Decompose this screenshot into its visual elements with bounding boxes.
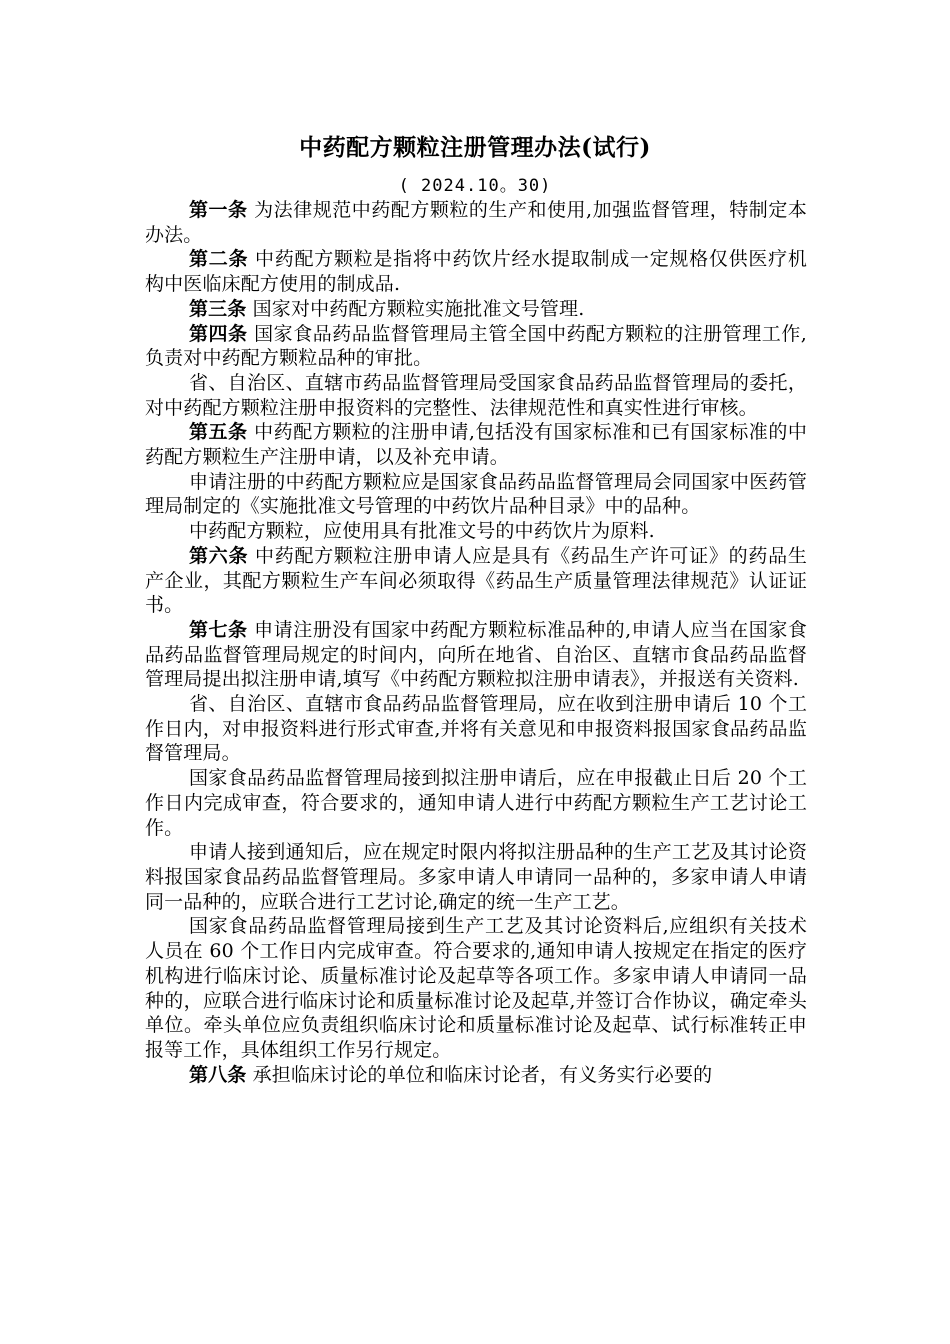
article-label: 第二条 [189, 248, 249, 271]
paragraph-text: 为法律规范中药配方颗粒的生产和使用,加强监督管理，特制定本办法。 [145, 199, 807, 246]
article-label: 第六条 [189, 544, 249, 567]
paragraph-text: 国家食品药品监督管理局接到生产工艺及其讨论资料后,应组织有关技术人员在 60 个工作日内完成审查。符合要求的,通知申请人按规定在指定的医疗机构进行临床讨论、质量标准讨论及起草等各项工作。多家申请人申请同一品种的，应联合进行临床讨论和质量标准讨论及起草,并签订合作协议，确定牵头单位。牵头单位应负责组织临床讨论和质量标准讨论及起草、试行标准转正申报等工作，具体组织工作另行规定。 [145, 915, 807, 1061]
paragraph-text: 申请注册没有国家中药配方颗粒标准品种的,申请人应当在国家食品药品监督管理局规定的时间内，向所在地省、自治区、直辖市食品药品监督管理局提出拟注册申请,填写《中药配方颗粒拟注册申请表》，并报送有关资料. [145, 618, 807, 691]
paragraph [145, 840, 807, 914]
article-label: 第八条 [189, 1063, 247, 1086]
document-body [145, 198, 807, 1087]
paragraph [145, 198, 807, 247]
document-title: 中药配方颗粒注册管理办法(试行) [299, 134, 651, 161]
paragraph-text: 中药配方颗粒，应使用具有批准文号的中药饮片为原料. [189, 520, 655, 543]
paragraph [145, 297, 807, 322]
article-label: 第一条 [189, 199, 248, 221]
paragraph-text: 国家对中药配方颗粒实施批准文号管理. [246, 297, 585, 320]
paragraph [145, 420, 807, 469]
document-date: ( 2024.10。30) [398, 176, 552, 196]
paragraph [145, 618, 807, 692]
article-label: 第四条 [189, 322, 248, 345]
paragraph [145, 322, 807, 371]
paragraph-text: 省、自治区、直辖市食品药品监督管理局，应在收到注册申请后 10 个工作日内，对申报资料进行形式审查,并将有关意见和申报资料报国家食品药品监督管理局。 [145, 693, 807, 765]
paragraph-text: 申请注册的中药配方颗粒应是国家食品药品监督管理局会同国家中医药管理局制定的《实施批准文号管理的中药饮片品种目录》中的品种。 [145, 470, 807, 518]
paragraph [145, 371, 807, 420]
paragraph [145, 766, 807, 840]
paragraph-text: 中药配方颗粒注册申请人应是具有《药品生产许可证》的药品生产企业，其配方颗粒生产车间必须取得《药品生产质量管理法律规范》认证证书。 [145, 544, 807, 617]
paragraph-text: 国家食品药品监督管理局主管全国中药配方颗粒的注册管理工作,负责对中药配方颗粒品种的审批。 [145, 322, 807, 370]
paragraph-text: 省、自治区、直辖市药品监督管理局受国家食品药品监督管理局的委托，对中药配方颗粒注册申报资料的完整性、法律规范性和真实性进行审核。 [145, 371, 807, 419]
paragraph-text: 申请人接到通知后，应在规定时限内将拟注册品种的生产工艺及其讨论资料报国家食品药品监督管理局。多家申请人申请同一品种的，多家申请人申请同一品种的，应联合进行工艺讨论,确定的统一生产工艺。 [145, 841, 807, 913]
paragraph-text: 承担临床讨论的单位和临床讨论者，有义务实行必要的 [246, 1063, 713, 1086]
paragraph-text: 中药配方颗粒的注册申请,包括没有国家标准和已有国家标准的中药配方颗粒生产注册申请，以及补充申请。 [145, 421, 807, 469]
paragraph-text: 国家食品药品监督管理局接到拟注册申请后，应在申报截止日后 20 个工作日内完成审查，符合要求的，通知申请人进行中药配方颗粒生产工艺讨论工作。 [145, 767, 807, 839]
paragraph [145, 544, 807, 618]
paragraph [145, 247, 807, 296]
paragraph [145, 1063, 807, 1088]
article-label: 第三条 [189, 297, 247, 320]
paragraph [145, 519, 807, 544]
paragraph [145, 692, 807, 766]
paragraph-text: 中药配方颗粒是指将中药饮片经水提取制成一定规格仅供医疗机构中医临床配方使用的制成品. [145, 248, 807, 296]
paragraph [145, 914, 807, 1062]
article-label: 第七条 [189, 618, 248, 641]
paragraph [145, 470, 807, 519]
article-label: 第五条 [189, 421, 248, 444]
